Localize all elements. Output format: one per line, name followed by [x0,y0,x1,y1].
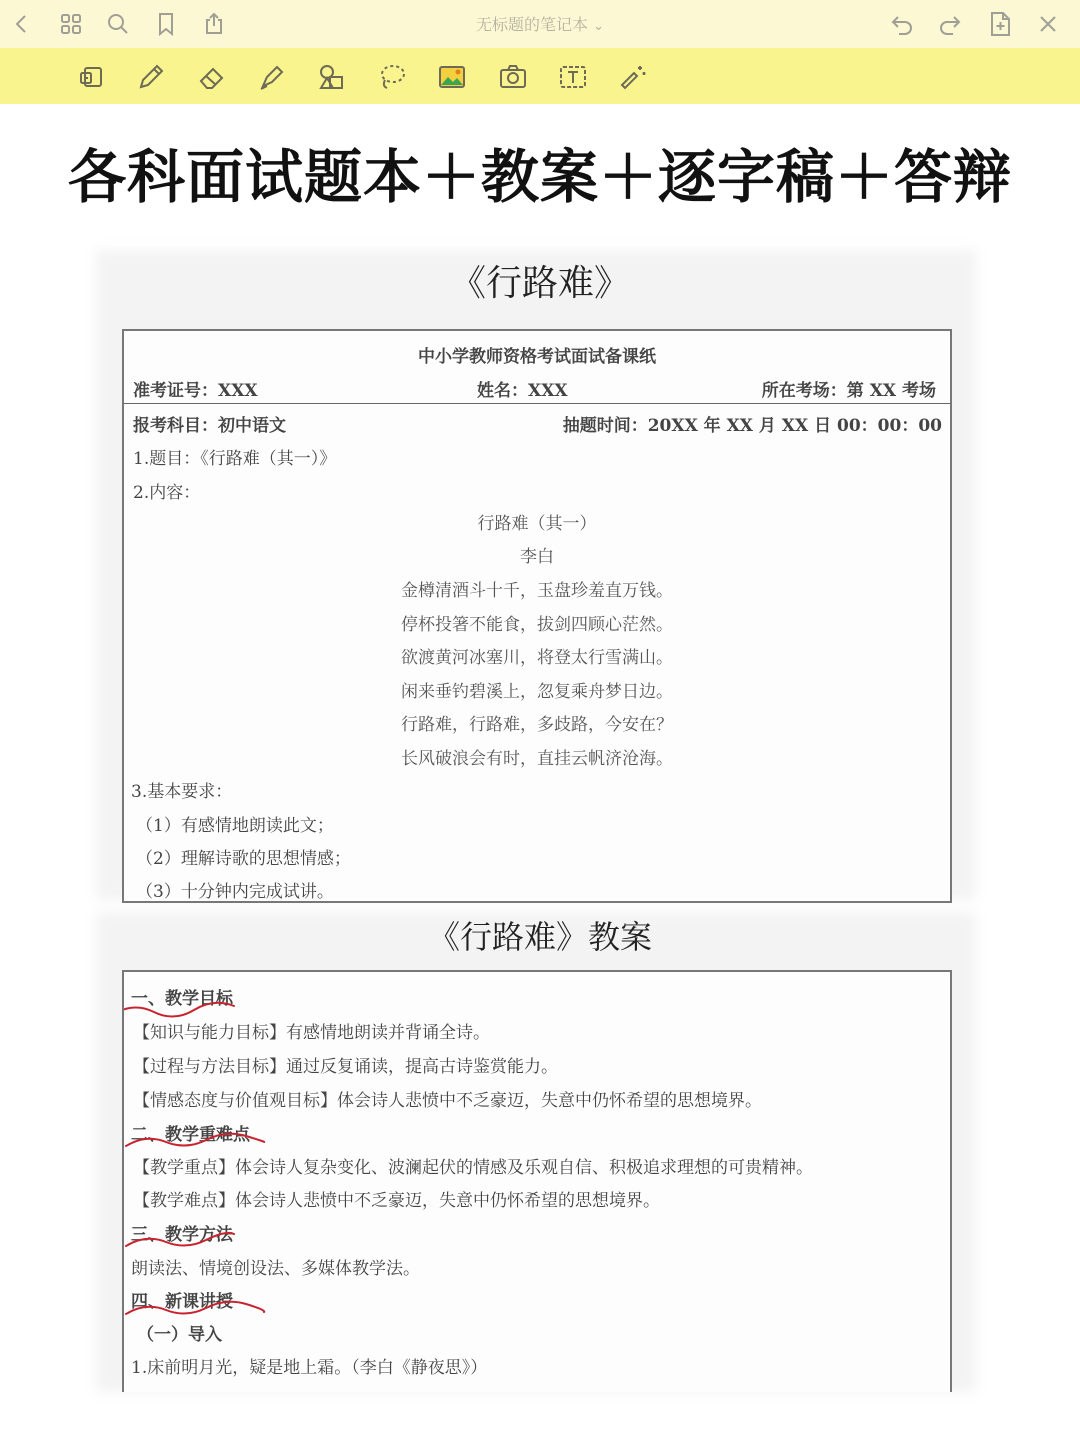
highlighter-icon[interactable] [253,58,291,96]
page-layout-icon[interactable] [72,58,110,96]
poem-line: 长风破浪会有时，直挂云帆济沧海。 [401,749,673,769]
exam-title: 《行路难》 [449,263,630,304]
keypoint-item: 【教学难点】体会诗人悲愤中不乏豪迈，失意中仍怀希望的思想境界。 [133,1191,660,1211]
lesson-title: 《行路难》教案 [427,918,652,956]
eraser-icon[interactable] [193,58,231,96]
notebook-title-text: 无标题的笔记本 [475,15,588,34]
shapes-icon[interactable] [313,58,351,96]
paper-title: 中小学教师资格考试面试备课纸 [418,347,656,367]
goal-item: 【知识与能力目标】有感情地朗读并背诵全诗。 [133,1023,490,1043]
top-navbar [0,0,1080,48]
poem-line: 闲来垂钓碧溪上，忽复乘舟梦日边。 [401,682,673,702]
heading-methods: 三、教学方法 [131,1225,233,1245]
undo-icon[interactable] [886,8,918,40]
lesson-plan [122,970,952,1392]
poem-author: 李白 [520,547,554,567]
text-icon[interactable] [554,58,592,96]
notebook-title[interactable] [0,12,1080,35]
keypoint-item: 【教学重点】体会诗人复杂变化、波澜起伏的情感及乐观自信、积极追求理想的可贵精神。 [133,1158,813,1178]
candidate-name: 姓名：XXX [477,381,568,401]
poem-line: 停杯投箸不能食，拔剑四顾心茫然。 [401,615,673,635]
heading-teaching-goals: 一、教学目标 [131,989,233,1009]
goal-item: 【情感态度与价值观目标】体会诗人悲愤中不乏豪迈，失意中仍怀希望的思想境界。 [133,1091,762,1111]
content-label: 2.内容： [133,483,201,503]
lasso-icon[interactable] [373,58,411,96]
methods-text: 朗读法、情境创设法、多媒体教学法。 [131,1259,420,1279]
redo-icon[interactable] [934,8,966,40]
requirement-item: （1）有感情地朗读此文； [136,816,334,836]
subheading-intro: （一）导入 [137,1325,222,1345]
requirement-item: （3）十分钟内完成试讲。 [136,882,334,902]
image-icon[interactable] [433,58,471,96]
heading-key-points: 二、教学重难点 [131,1125,250,1145]
exam-paper [122,329,952,903]
exam-subject: 报考科目：初中语文 [133,416,286,436]
laser-pointer-icon[interactable] [614,58,652,96]
poem-title: 行路难（其一） [477,514,597,534]
admission-number: 准考证号：XXX [133,381,258,401]
poem-line: 金樽清酒斗十千，玉盘珍羞直万钱。 [401,581,673,601]
requirement-item: （2）理解诗歌的思想情感； [136,849,351,869]
add-page-icon[interactable] [984,8,1016,40]
pen-icon[interactable] [132,58,170,96]
goal-item: 【过程与方法目标】通过反复诵读，提高古诗鉴赏能力。 [133,1057,558,1077]
requirements-label: 3.基本要求： [131,782,233,802]
poem-line: 行路难，行路难，多歧路，今安在？ [401,715,673,735]
draw-time: 抽题时间：20XX 年 XX 月 XX 日 00：00：00 [562,416,942,436]
exam-topic: 1.题目：《行路难（其一）》 [133,449,337,469]
intro-line: 1.床前明月光，疑是地上霜。（李白《静夜思》） [131,1358,488,1378]
poem-line: 欲渡黄河冰塞川，将登太行雪满山。 [401,648,673,668]
exam-venue: 所在考场：第 XX 考场 [761,381,936,401]
drawing-toolbar [0,48,1080,104]
heading-new-lesson: 四、新课讲授 [131,1292,233,1312]
chevron-down-icon: ⌄ [593,19,604,34]
headline: 各科面试题本＋教案＋逐字稿＋答辩 [67,143,1012,211]
camera-icon[interactable] [494,58,532,96]
divider [124,403,950,404]
close-icon[interactable] [1032,8,1064,40]
